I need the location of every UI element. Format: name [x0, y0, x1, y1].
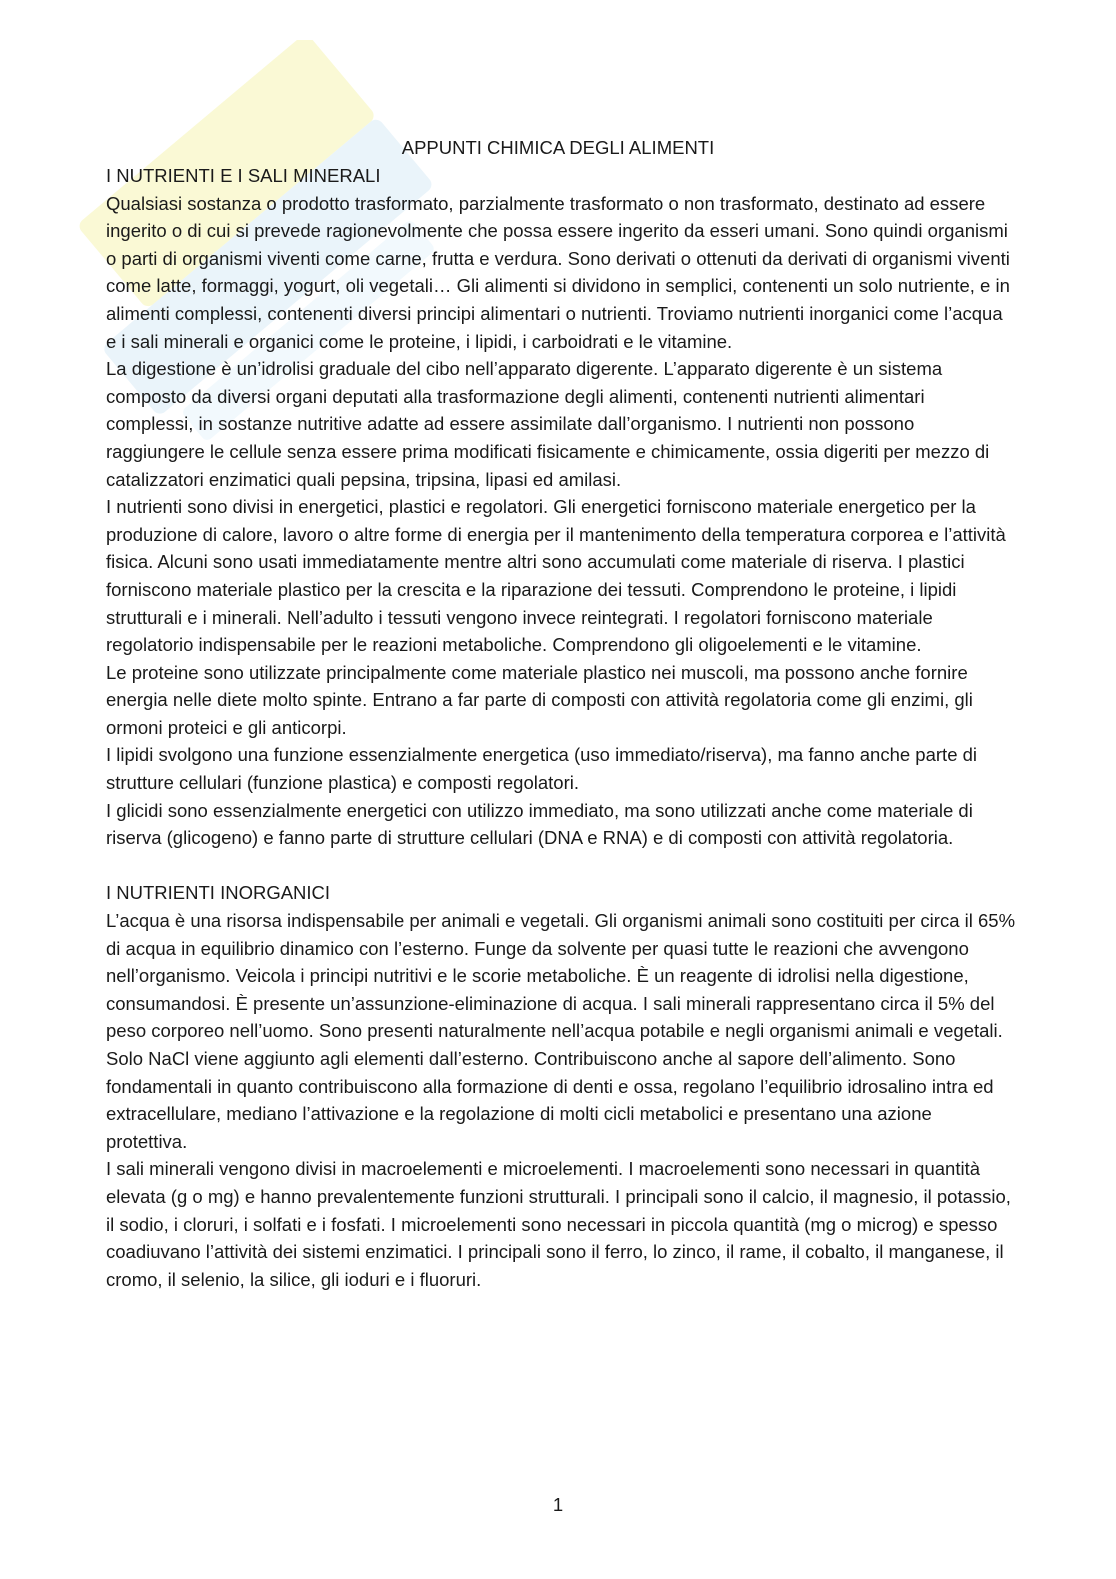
paragraph: I nutrienti sono divisi in energetici, plastici e regolatori. Gli energetici forniscono materiale energetico per la produzione di calore, lavoro o altre forme di energia per il mantenimento della temperatura corporea e l’attività fisica. Alcuni sono usati immediatamente mentre altri sono accumulati come materiale di riserva. I plastici forniscono materiale plastico per la crescita e la riparazione dei tessuti. Comprendono le proteine, i lipidi strutturali e i minerali. Nell’adulto i tessuti vengono invece reintegrati. I regolatori forniscono materiale regolatorio indispensabile per le reazioni metaboliche. Comprendono gli oligoelementi e le vitamine.: [106, 496, 1006, 656]
paragraph: I glicidi sono essenzialmente energetici con utilizzo immediato, ma sono utilizzati anche come materiale di riserva (glicogeno) e fanno parte di strutture cellulari (DNA e RNA) e di composti con attività regolatoria.: [106, 799, 973, 849]
paragraph: I sali minerali vengono divisi in macroelementi e microelementi. I macroelementi sono necessari in quantità elevata (g o mg) e hanno prevalentemente funzioni strutturali. I principali sono il calcio, il magnesio, il potassio, il sodio, i cloruri, i solfati e i fosfati. I microelementi sono necessari in piccola quantità (mg o microg) e spesso coadiuvano l’attività dei sistemi enzimatici. I principali sono il ferro, lo zinco, il rame, il cobalto, il manganese, il cromo, il selenio, la silice, gli ioduri e i fluoruri.: [106, 1158, 1011, 1290]
section-heading: I NUTRIENTI E I SALI MINERALI: [106, 165, 381, 186]
section-heading: I NUTRIENTI INORGANICI: [106, 882, 331, 904]
paragraph: Le proteine sono utilizzate principalmente come materiale plastico nei muscoli, ma possono anche fornire energia nelle diete molto spinte. Entrano a far parte di composti con attività regolatoria come gli enzimi, gli ormoni proteici e gli anticorpi.: [106, 661, 973, 738]
section-spacer: [106, 852, 1016, 880]
paragraph: La digestione è un’idrolisi graduale del cibo nell’apparato digerente. L’apparato digerente è un sistema composto da diversi organi deputati alla trasformazione degli alimenti, contenenti nutrienti alimentari complessi, in sostanze nutritive adatte ad essere assimilate dall’organismo. I nutrienti non possono raggiungere le cellule senza essere prima modificati fisicamente e chimicamente, ossia digeriti per mezzo di catalizzatori enzimatici quali pepsina, tripsina, lipasi ed amilasi.: [106, 358, 990, 490]
paragraph: Qualsiasi sostanza o prodotto trasformato, parzialmente trasformato o non trasformato, destinato ad essere ingerito o di cui si prevede ragionevolmente che possa essere ingerito da esseri umani. Sono quindi organismi o parti di organismi viventi come carne, frutta e verdura. Sono derivati o ottenuti da derivati di organismi viventi come latte, formaggi, yogurt, oli vegetali… Gli alimenti si dividono in semplici, contenenti un solo nutriente, e in alimenti complessi, contenenti diversi principi alimentari o nutrienti. Troviamo nutrienti inorganici come l’acqua e i sali minerali e organici come le proteine, i lipidi, i carboidrati e le vitamine.: [106, 192, 1010, 352]
document-body: [106, 162, 1016, 1293]
document-title: APPUNTI CHIMICA DEGLI ALIMENTI: [401, 137, 715, 158]
page-number: 1: [552, 1494, 564, 1515]
paragraph: I lipidi svolgono una funzione essenzialmente energetica (uso immediato/riserva), ma fanno anche parte di strutture cellulari (funzione plastica) e composti regolatori.: [106, 744, 978, 794]
paragraph: L’acqua è una risorsa indispensabile per animali e vegetali. Gli organismi animali sono costituiti per circa il 65% di acqua in equilibrio dinamico con l’esterno. Funge da solvente per quasi tutte le reazioni che avvengono nell’organismo. Veicola i principi nutritivi e le scorie metaboliche. È un reagente di idrolisi nella digestione, consumandosi. È presente un’assunzione-eliminazione di acqua. I sali minerali rappresentano circa il 5% del peso corporeo nell’uomo. Sono presenti naturalmente nell’acqua potabile e negli organismi animali e vegetali. Solo NaCl viene aggiunto agli elementi dall’esterno. Contribuiscono anche al sapore dell’alimento. Sono fondamentali in quanto contribuiscono alla formazione di denti e ossa, regolano l’equilibrio idrosalino intra ed extracellulare, mediano l’attivazione e la regolazione di molti cicli metabolici e presentano una azione protettiva.: [106, 910, 1016, 1152]
